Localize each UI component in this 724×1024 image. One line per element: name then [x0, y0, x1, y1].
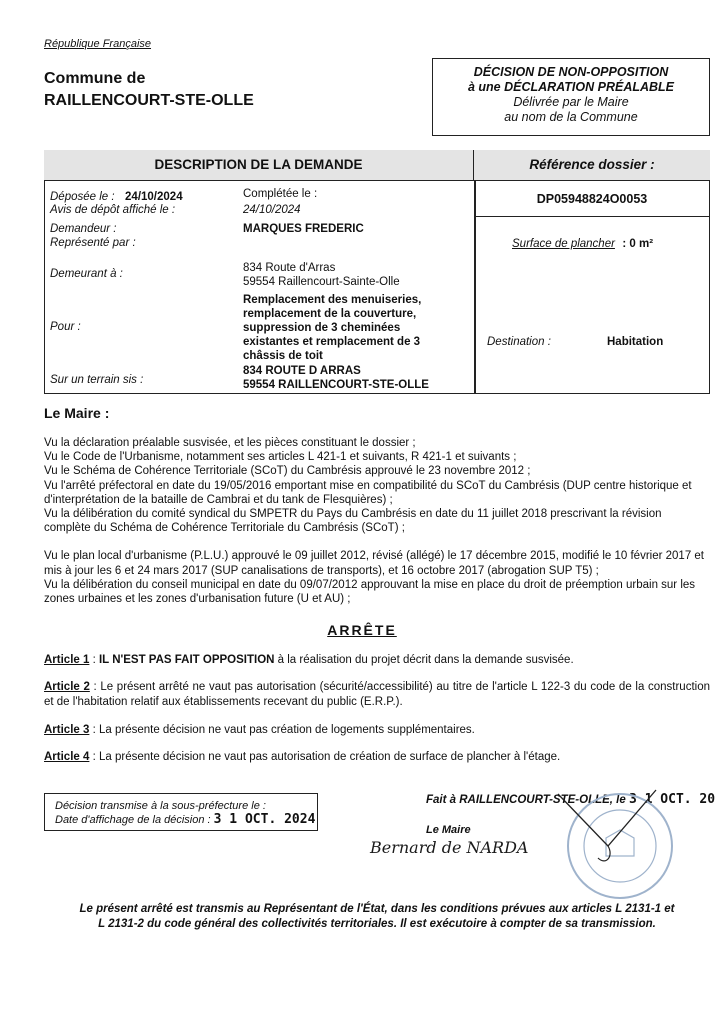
pour-line-3: suppression de 3 cheminées	[243, 322, 401, 334]
visa-line: Vu le Code de l'Urbanisme, notamment ses articles L 421-1 et suivants, R 421-1 et suivants ;	[44, 451, 517, 464]
demeurant-line-1: 834 Route d'Arras	[243, 262, 336, 274]
visa-line: Vu l'arrêté préfectoral en date du 19/05/2016 emportant mise en compatibilité du SCoT du Cambrésis (DUP centre historique et d'interprétation de la bataille de Cambrai et du tank de Flesquières) ;	[44, 479, 692, 506]
article-1-sep: :	[89, 654, 99, 666]
visa-line: Vu la délibération du conseil municipal en date du 09/07/2012 approuvant la mise en place du droit de préemption urbain sur les zones urbaines et les zones d'urbanisation future (U et AU) ;	[44, 578, 696, 606]
reference-header: Référence dossier :	[474, 150, 710, 181]
maire-signature: Bernard de NARDA	[370, 838, 529, 857]
footer-line-1: Le présent arrêté est transmis au Représentant de l'État, dans les conditions prévues aux articles L 2131-1 et	[79, 903, 675, 915]
visa-line: Vu le plan local d'urbanisme (P.L.U.) approuvé le 09 juillet 2012, révisé (allégé) le 17 décembre 2015, modifié le 10 février 2017 et mis à jour les 6 et 24 mars 2017 (SUP canalisations de transports), et 16 octobre 2017 (abrogation SUP T5) ;	[44, 550, 704, 577]
demeurant-line-2: 59554 Raillencourt-Sainte-Olle	[243, 276, 400, 288]
terrain-line-2: 59554 RAILLENCOURT-STE-OLLE	[243, 379, 429, 391]
reference-value: DP05948824O0053	[474, 181, 710, 217]
visas-block	[44, 436, 710, 606]
demande-header: DESCRIPTION DE LA DEMANDE	[44, 150, 474, 181]
demandeur-label: Demandeur :	[50, 223, 117, 235]
pour-label: Pour :	[50, 321, 81, 333]
maire-heading: Le Maire :	[44, 405, 110, 421]
represente-label: Représenté par :	[50, 237, 136, 249]
visa-line: Vu la déclaration préalable susvisée, et les pièces constituant le dossier ;	[44, 437, 416, 449]
column-divider	[474, 181, 476, 394]
transmission-line-2: Date d'affichage de la décision : 3 1 OCT. 2024	[55, 812, 316, 827]
article-1	[44, 653, 710, 668]
article-1-label: Article 1	[44, 654, 90, 666]
footer-line-2: L 2131-2 du code général des collectivités territoriales. Il est exécutoire à compter de sa transmission.	[98, 917, 656, 930]
article-3-label: Article 3	[44, 724, 90, 736]
completee-label: Complétée le :	[243, 188, 318, 200]
demandeur-value: MARQUES FREDERIC	[243, 223, 364, 235]
commune-name	[44, 68, 254, 112]
destination-value: Habitation	[607, 336, 664, 348]
decision-title-box	[432, 58, 710, 136]
article-2	[44, 680, 710, 709]
destination-label: Destination :	[487, 336, 551, 348]
article-4-text: : La présente décision ne vaut pas autorisation de création de surface de plancher à l'étage.	[89, 751, 561, 763]
terrain-line-1: 834 ROUTE D ARRAS	[243, 365, 361, 377]
deposee-value: 24/10/2024	[125, 191, 183, 203]
pour-line-1: Remplacement des menuiseries,	[243, 294, 422, 306]
pour-line-4: existantes et remplacement de 3	[243, 336, 421, 348]
le-maire-label: Le Maire	[426, 824, 471, 836]
article-3-text: : La présente décision ne vaut pas création de logements supplémentaires.	[89, 724, 475, 736]
commune-line-2: RAILLENCOURT-STE-OLLE	[44, 92, 254, 109]
pour-line-2: remplacement de la couverture,	[243, 308, 417, 320]
avis-depot-label: Avis de dépôt affiché le :	[50, 204, 176, 216]
affichage-date-stamp: 3 1 OCT. 2024	[213, 812, 316, 827]
footer-notice	[44, 902, 710, 931]
decision-line-1: DÉCISION DE NON-OPPOSITION	[473, 65, 669, 79]
mairie-seal-icon	[548, 786, 678, 906]
republique-francaise: République Française	[44, 38, 152, 50]
surface-label: Surface de plancher	[512, 238, 615, 250]
article-4	[44, 750, 710, 765]
article-1-text: à la réalisation du projet décrit dans la demande susvisée.	[274, 654, 574, 666]
arrete-heading: ARRÊTE	[327, 622, 397, 638]
transmission-line-1: Décision transmise à la sous-préfecture le :	[55, 800, 266, 812]
terrain-label: Sur un terrain sis :	[50, 374, 144, 386]
deposee-label: Déposée le :	[50, 191, 115, 203]
decision-line-3: Délivrée par le Maire	[513, 95, 629, 109]
fait-date-stamp: 3 1 OCT. 20	[628, 792, 716, 807]
article-1-bold: IL N'EST PAS FAIT OPPOSITION	[98, 654, 275, 666]
demeurant-label: Demeurant à :	[50, 268, 123, 280]
surface-value: : 0 m²	[622, 238, 654, 250]
article-2-text: : Le présent arrêté ne vaut pas autorisation (sécurité/accessibilité) au titre de l'article L 122-3 du code de la construction et de l'habitation relatif aux établissements recevant du public (E.R.P.).	[44, 681, 710, 708]
surface-row	[512, 234, 653, 252]
article-2-label: Article 2	[44, 681, 90, 693]
decision-line-4: au nom de la Commune	[504, 110, 638, 124]
decision-line-2: à une DÉCLARATION PRÉALABLE	[467, 80, 675, 94]
completee-value: 24/10/2024	[243, 204, 301, 216]
commune-line-1: Commune de	[44, 70, 146, 87]
fait-a: Fait à RAILLENCOURT-STE-OLLE, le 3 1 OCT. 20	[426, 792, 716, 807]
pour-description	[243, 293, 421, 363]
visa-line: Vu le Schéma de Cohérence Territoriale (SCoT) du Cambrésis approuvé le 23 novembre 2012 ;	[44, 465, 531, 478]
article-4-label: Article 4	[44, 751, 90, 763]
article-3	[44, 723, 710, 738]
transmission-box	[44, 793, 318, 831]
pour-line-5: châssis de toit	[243, 350, 323, 362]
visa-line: Vu la délibération du comité syndical du SMPETR du Pays du Cambrésis en date du 11 juillet 2018 prescrivant la révision complète du Schéma de Cohérence Territoriale du Cambrésis (SCoT) ;	[44, 508, 662, 535]
